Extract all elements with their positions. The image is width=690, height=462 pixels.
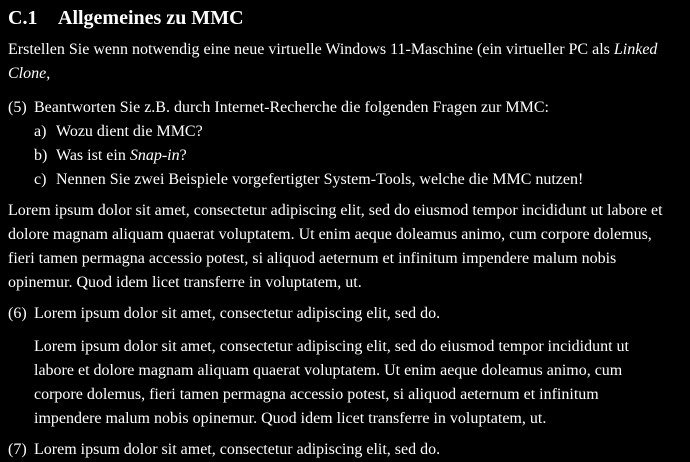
subtask-emphasis: Snap-in	[129, 147, 180, 164]
subtask-text-after: ?	[179, 147, 187, 164]
intro-suffix: ,	[46, 65, 51, 82]
subtask-text: Nennen Sie zwei Beispiele vorgefertigter System-Tools, welche die MMC nutzen!	[56, 171, 584, 188]
task-number: (7)	[8, 441, 27, 458]
task-text: Lorem ipsum dolor sit amet, consectetur adipiscing elit, sed do.	[34, 305, 441, 322]
subtask-item	[34, 144, 668, 168]
task-number: (6)	[8, 305, 27, 322]
task-7	[8, 438, 668, 462]
task-5	[8, 96, 668, 192]
subtask-text-before: Was ist ein	[56, 147, 130, 164]
lorem-paragraph: Lorem ipsum dolor sit amet, consectetur adipiscing elit, sed do eiusmod tempor incididunt ut labore et dolore magnam aliquam quaerat voluptatem. Ut enim aeque doleamus animo, cum corpore dolemus, fieri tamen permagna accessio potest, si aliquod aeternum et infinitum impendere malum nobis opinemur. Quod idem licet transferre in voluptatem, ut.	[8, 202, 663, 291]
intro-emphasis: Linked Clone	[8, 41, 658, 82]
subtask-letter: c)	[34, 171, 47, 188]
task-6	[8, 302, 668, 326]
subtask-text	[56, 144, 187, 168]
subtask-list	[34, 120, 668, 192]
subtask-letter: b)	[34, 147, 48, 164]
subtask-item	[34, 120, 668, 144]
intro-text: Erstellen Sie wenn notwendig eine neue virtuelle Windows 11-Maschine (ein virtueller PC als	[8, 41, 614, 58]
task-body	[34, 96, 668, 192]
subtask-text: Wozu dient die MMC?	[56, 123, 203, 140]
task-body	[34, 438, 668, 462]
lorem-paragraph-indented: Lorem ipsum dolor sit amet, consectetur adipiscing elit, sed do eiusmod tempor incididunt ut labore et dolore magnam aliquam quaerat voluptatem. Ut enim aeque doleamus animo, cum corpore dolemus, fieri tamen permagna accessio potest, si aliquod aeternum et infinitum impendere malum nobis opinemur. Quod idem licet transferre in voluptatem, ut.	[34, 338, 629, 427]
section-title: Allgemeines zu MMC	[58, 7, 244, 29]
section-heading	[8, 4, 668, 32]
task-text: Beantworten Sie z.B. durch Internet-Recherche die folgenden Fragen zur MMC:	[34, 99, 549, 116]
subtask-item	[34, 168, 668, 192]
intro-paragraph	[8, 38, 668, 86]
task-number: (5)	[8, 99, 27, 116]
section-number: C.1	[8, 7, 38, 29]
task-body	[34, 302, 668, 326]
task-text: Lorem ipsum dolor sit amet, consectetur adipiscing elit, sed do.	[34, 441, 441, 458]
subtask-letter: a)	[34, 123, 47, 140]
